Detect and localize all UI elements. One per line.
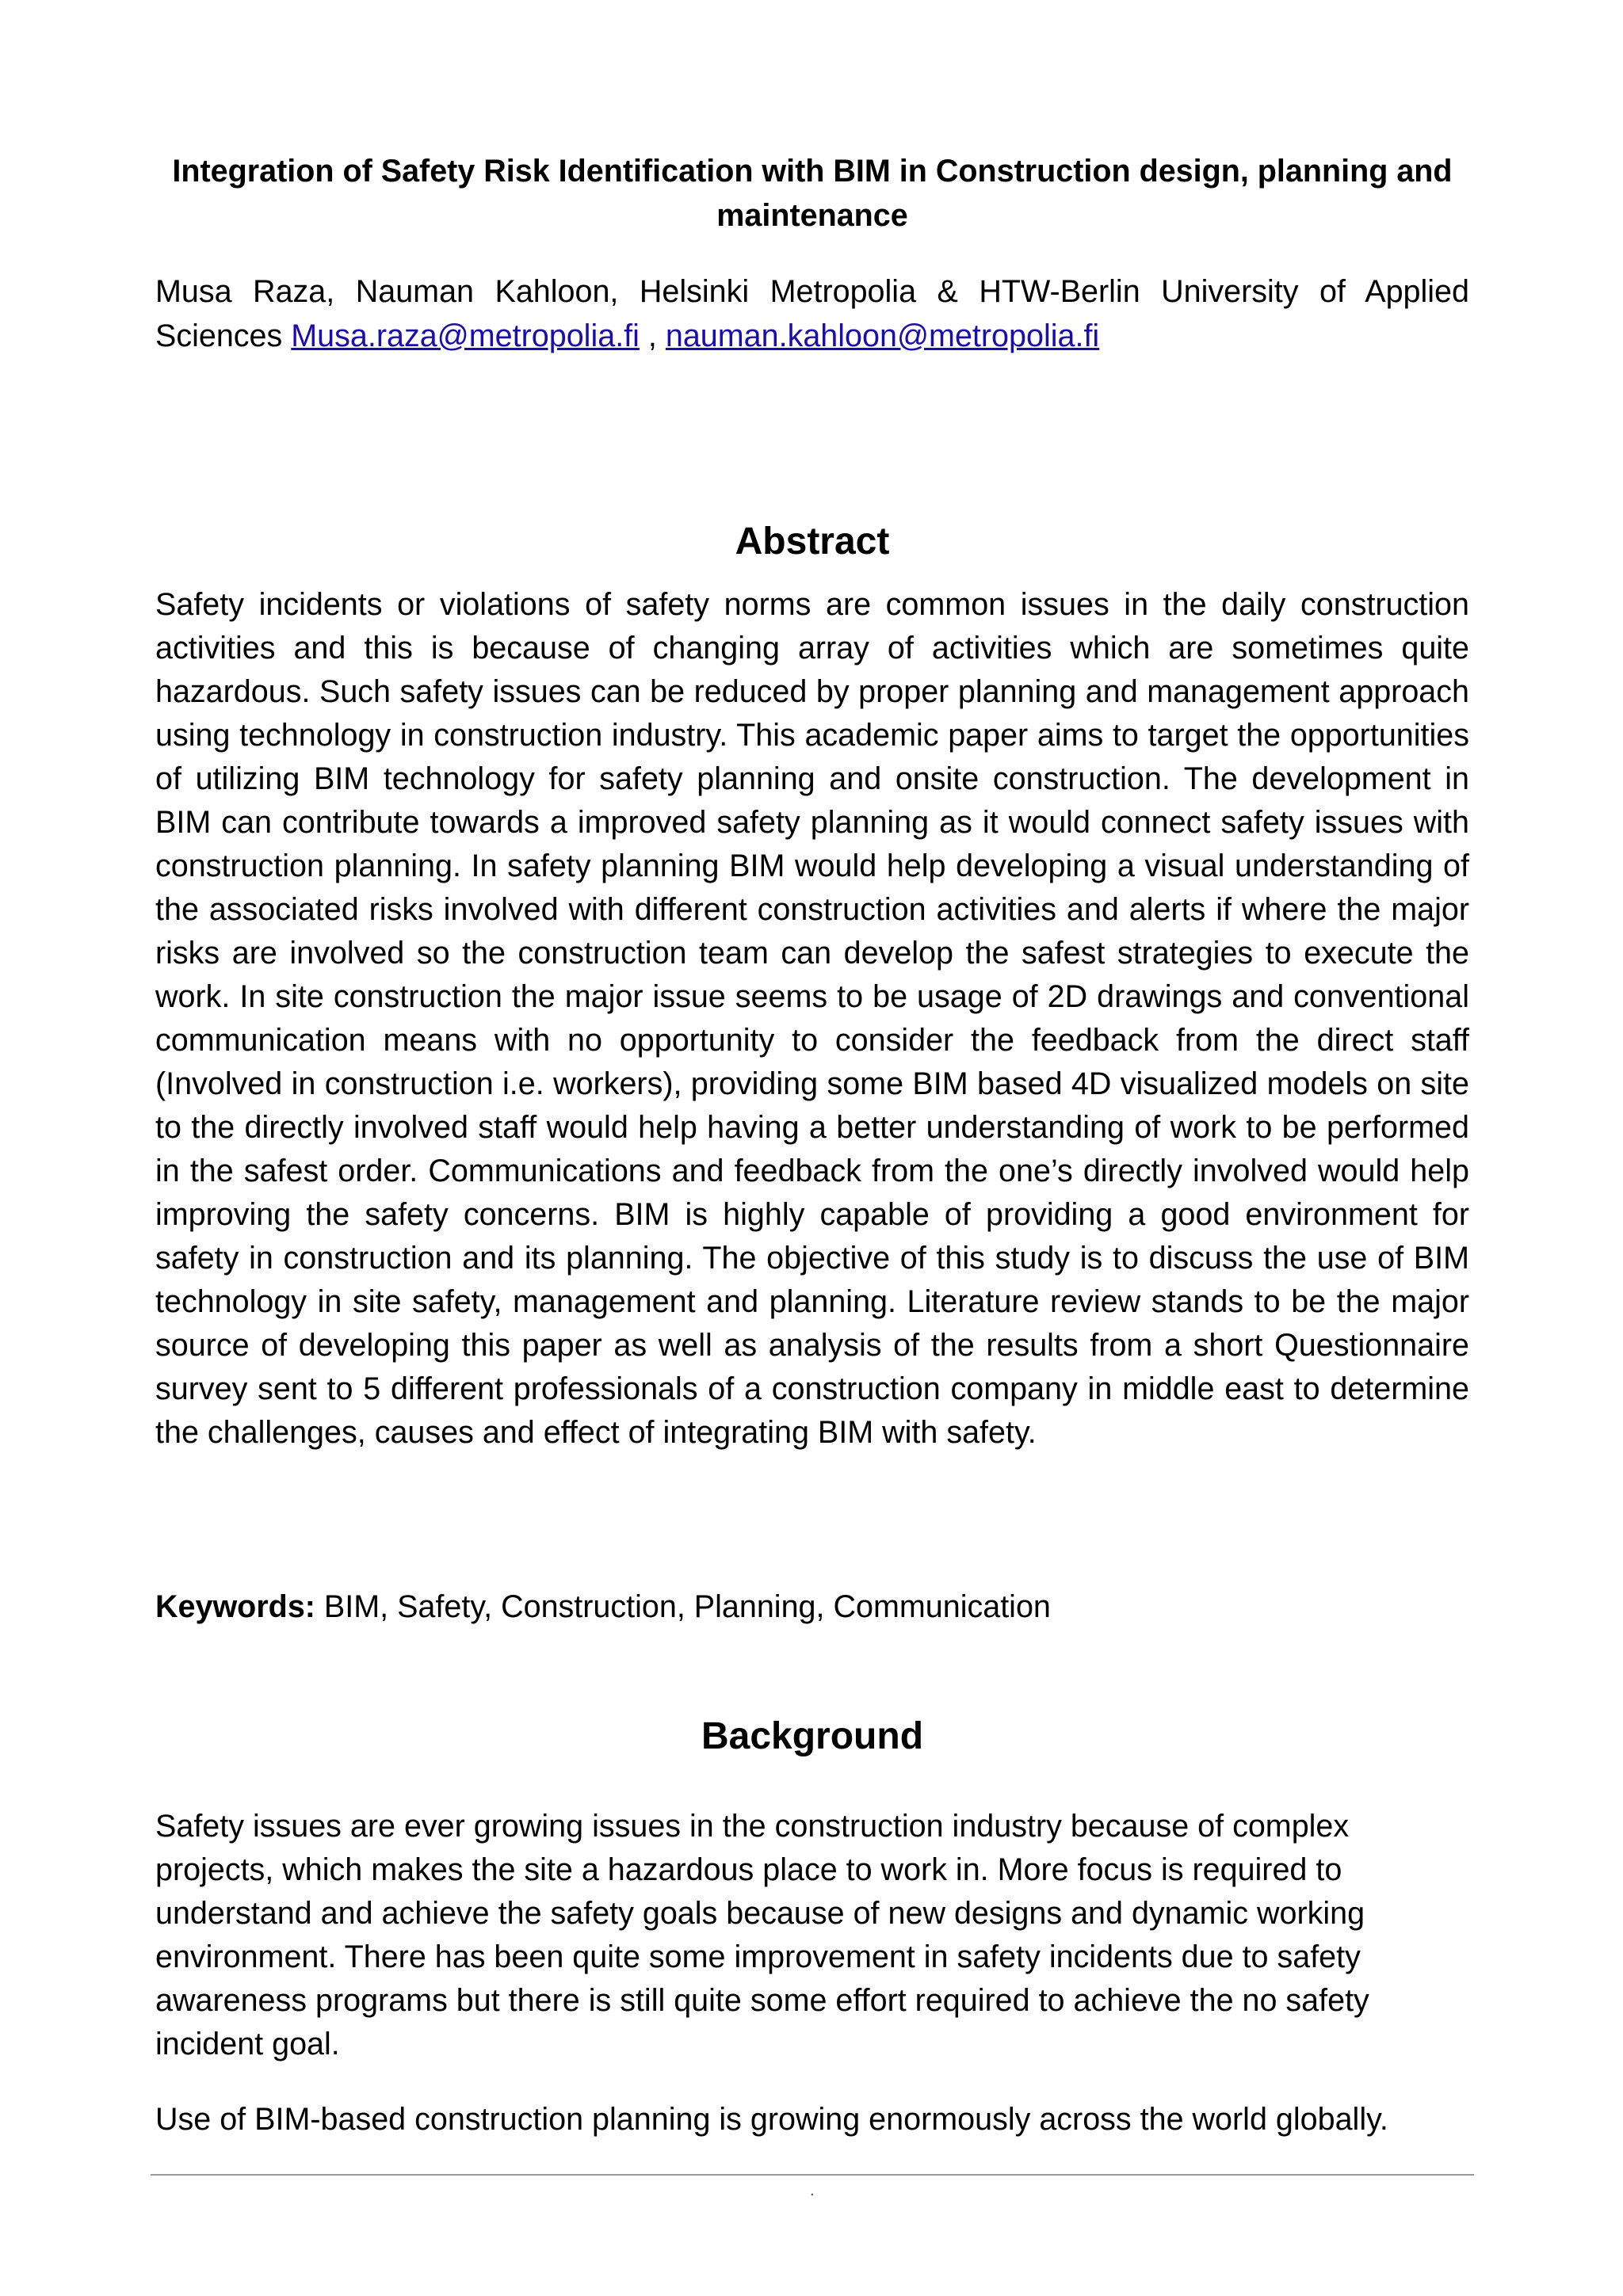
keywords-label: Keywords: — [155, 1589, 315, 1624]
background-heading: Background — [701, 1715, 924, 1757]
author-affiliation: Musa Raza, Nauman Kahloon, Helsinki Metropolia & HTW-Berlin University of Applied Sciences — [155, 274, 1469, 353]
keywords-list: BIM, Safety, Construction, Planning, Communication — [315, 1589, 1051, 1624]
abstract-heading: Abstract — [735, 521, 890, 563]
footer-divider — [151, 2174, 1474, 2176]
abstract-body: Safety incidents or violations of safety norms are common issues in the daily construction activities and this is because of changing array of activities which are sometimes quite hazardous. Such safety issues can be reduced by proper planning and management approach using technology in construction industry. This academic paper aims to target the opportunities of utilizing BIM technology for safety planning and onsite construction. The development in BIM can contribute towards a improved safety planning as it would connect safety issues with construction planning. In safety planning BIM would help developing a visual understanding of the associated risks involved with different construction activities and alerts if where the major risks are involved so the construction team can develop the safest strategies to execute the work. In site construction the major issue seems to be usage of 2D drawings and conventional communication means with no opportunity to consider the feedback from the direct staff (Involved in construction i.e. workers), providing some BIM based 4D visualized models on site to the directly involved staff would help having a better understanding of work to be performed in the safest order. Communications and feedback from the one’s directly involved would help improving the safety concerns. BIM is highly capable of providing a good environment for safety in construction and its planning. The objective of this study is to discuss the use of BIM technology in site safety, management and planning. Literature review stands to be the major source of developing this paper as well as analysis of the results from a short Questionnaire survey sent to 5 different professionals of a construction company in middle east to determine the challenges, causes and effect of integrating BIM with safety. — [155, 587, 1469, 1450]
background-paragraph-1: Safety issues are ever growing issues in the construction industry because of complex projects, which makes the site a hazardous place to work in. More focus is required to understand and achieve the safety goals because of new designs and dynamic working environment. There has been quite some improvement in safety incidents due to safety awareness programs but there is still quite some effort required to achieve the no safety incident goal. — [155, 1809, 1369, 2061]
email-link-musa[interactable]: Musa.raza@metropolia.fi — [291, 318, 640, 353]
footer-mark: . — [810, 2182, 815, 2199]
background-paragraph-2: Use of BIM-based construction planning is growing enormously across the world globally. — [155, 2102, 1388, 2137]
email-link-nauman[interactable]: nauman.kahloon@metropolia.fi — [665, 318, 1100, 353]
paper-title: Integration of Safety Risk Identification with BIM in Construction design, planning and maintenance — [172, 154, 1453, 233]
author-line — [155, 269, 1469, 358]
email-separator: , — [639, 318, 666, 353]
keywords-line — [155, 1585, 1469, 1629]
